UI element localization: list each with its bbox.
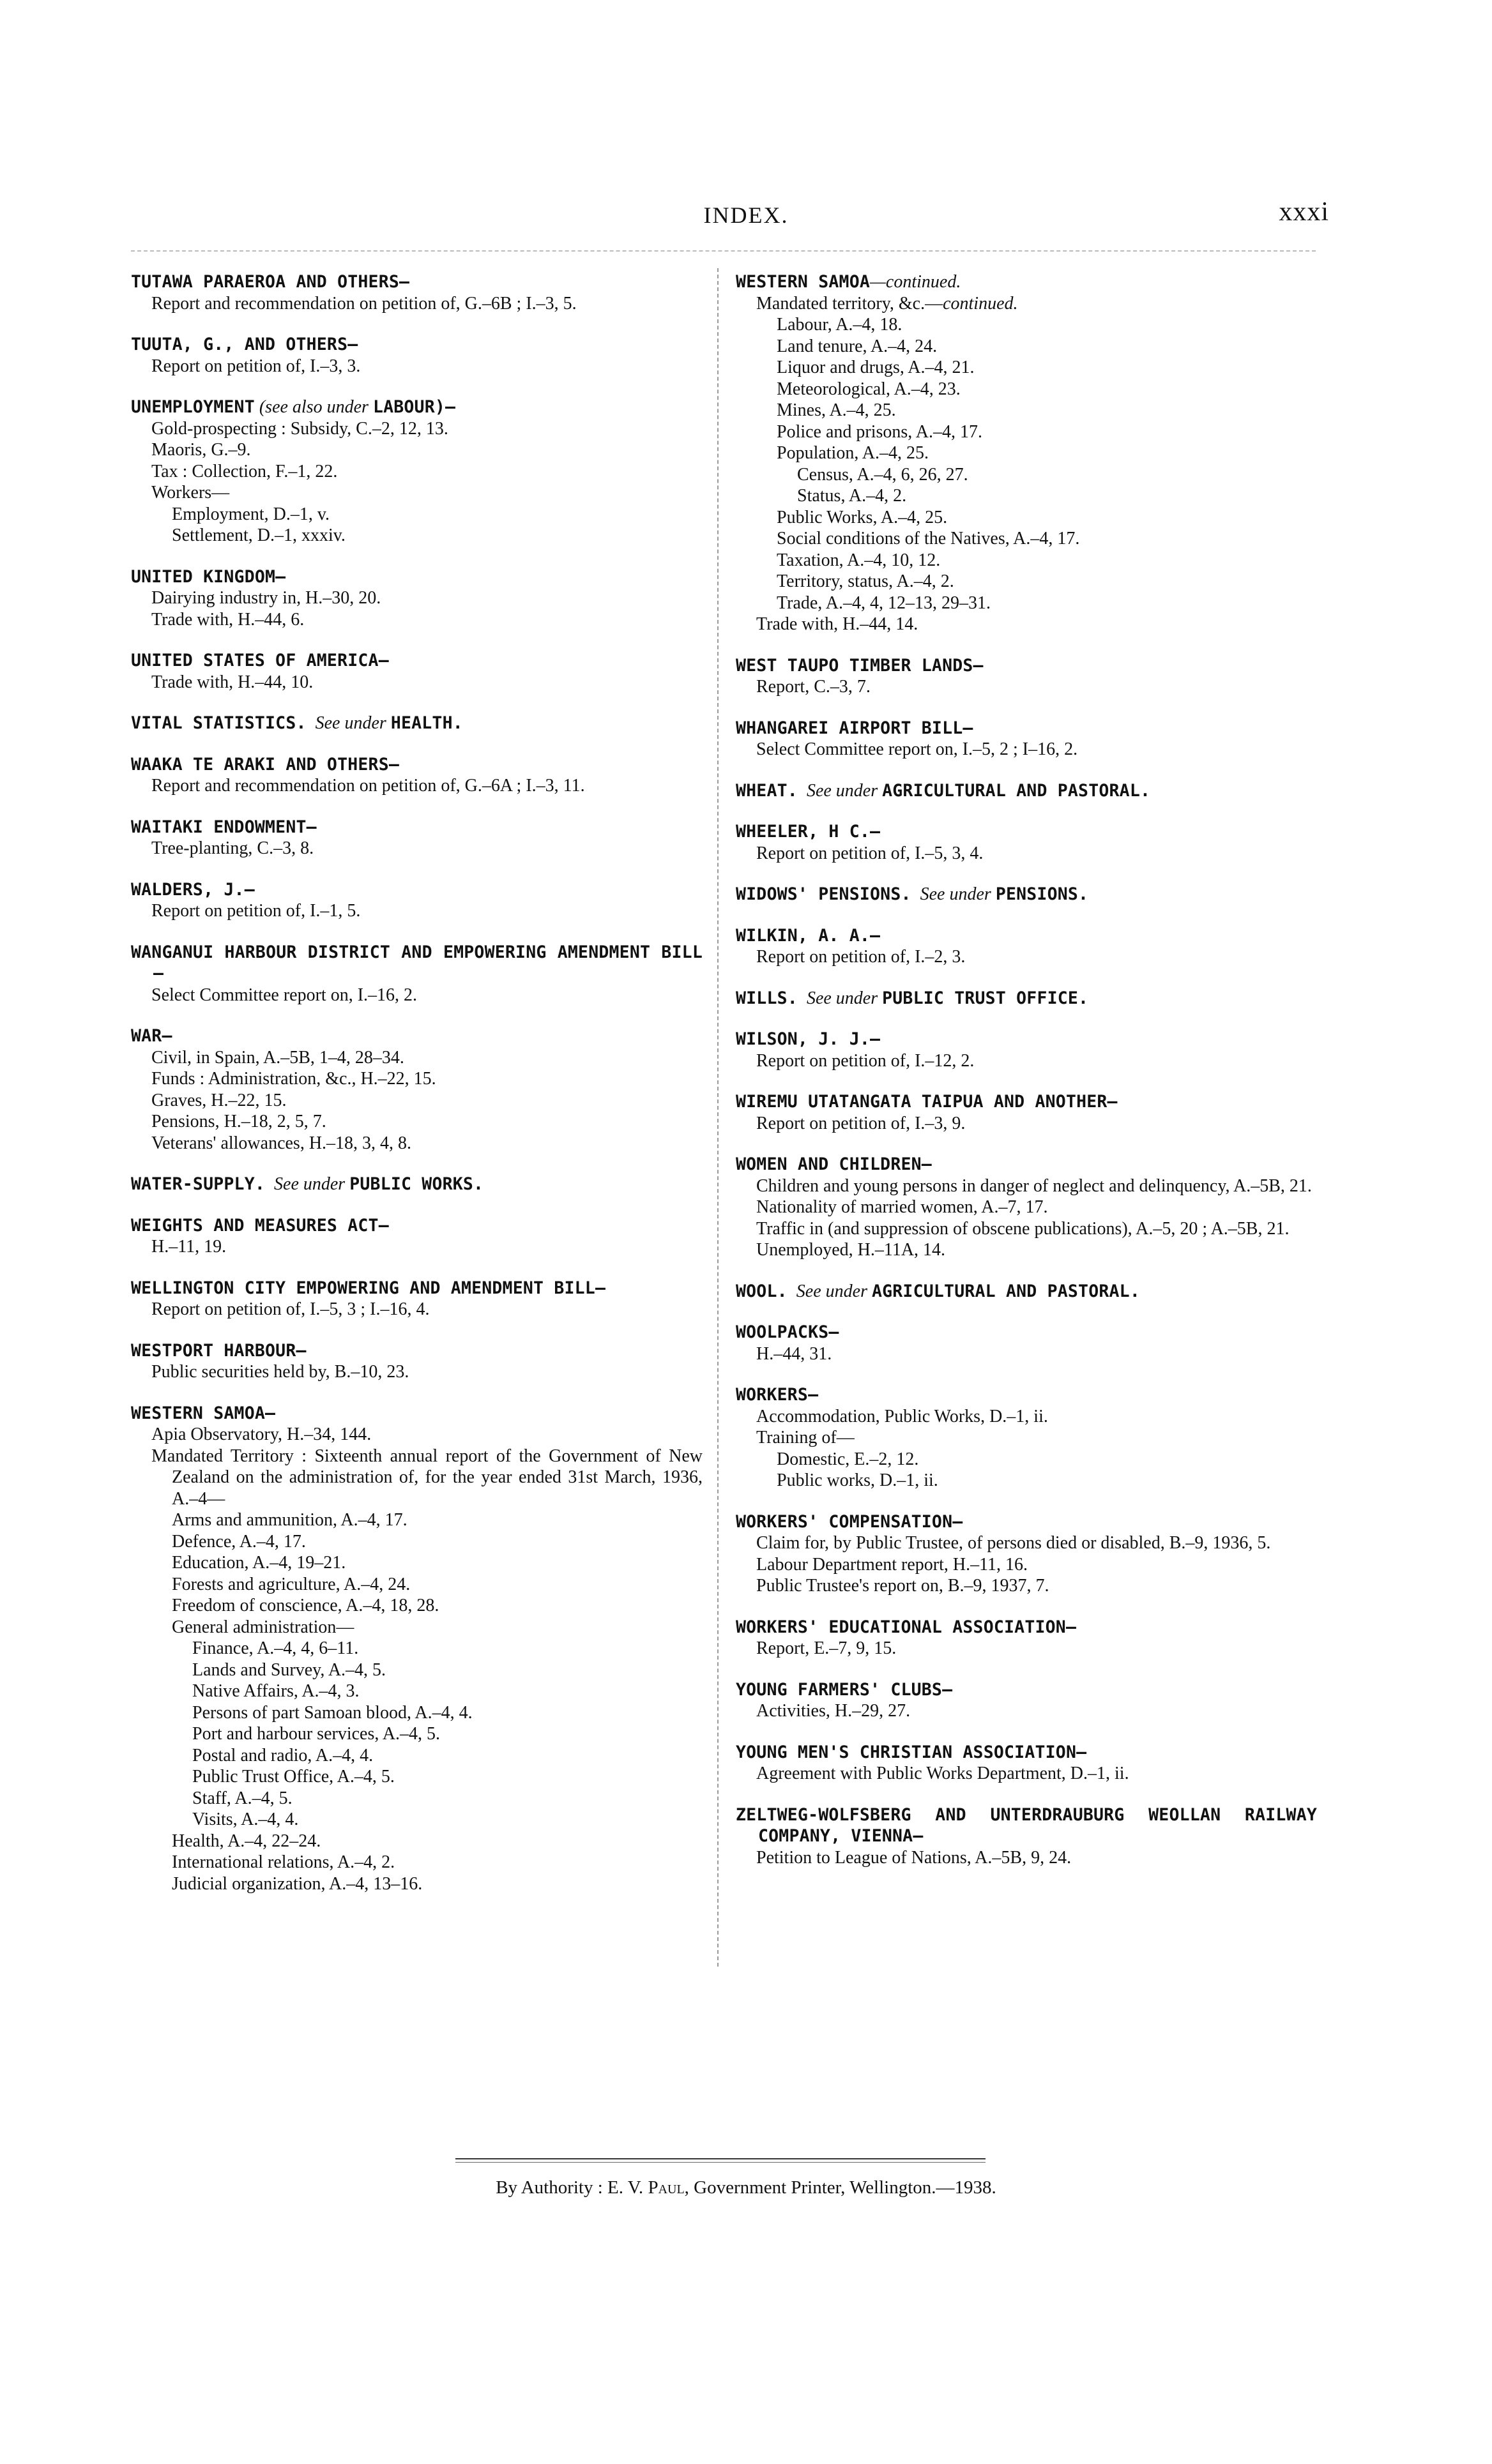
entry-line: Graves, H.–22, 15. [151,1090,287,1110]
entry-line: Report on petition of, I.–2, 3. [756,947,966,967]
index-entry [736,1322,1317,1364]
entry-heading: WHANGAREI AIRPORT BILL— [736,718,973,738]
entry-line: Report, E.–7, 9, 15. [756,1638,897,1658]
entry-line: Trade with, H.–44, 6. [151,609,305,630]
page-number: xxxi [1279,197,1329,227]
index-entry [736,718,1317,760]
index-entry [736,925,1317,968]
index-entry [736,780,1317,802]
entry-heading: UNEMPLOYMENT (see also under LABOUR)— [131,397,456,417]
entry-line: Public Trustee's report on, B.–9, 1937, 7. [756,1576,1049,1596]
page-title: INDEX. [703,202,789,228]
entry-line: Nationality of married women, A.–7, 17. [756,1197,1048,1217]
entry-line: Employment, D.–1, v. [172,504,330,524]
entry-line: Taxation, A.–4, 10, 12. [777,550,941,570]
entry-heading: WEST TAUPO TIMBER LANDS— [736,655,984,676]
index-entry [736,988,1317,1009]
entry-line: Finance, A.–4, 4, 6–11. [192,1638,359,1658]
entry-line: Apia Observatory, H.–34, 144. [151,1425,372,1444]
entry-line: Land tenure, A.–4, 24. [777,336,938,356]
entry-heading: WILLS. See under PUBLIC TRUST OFFICE. [736,988,1089,1008]
entry-line: Population, A.–4, 25. [777,443,929,463]
index-entry [736,1384,1317,1492]
header-rule [131,250,1316,252]
entry-line: Forests and agriculture, A.–4, 24. [172,1574,411,1594]
entry-heading: TUUTA, G., AND OTHERS— [131,335,358,354]
entry-line: Report on petition of, I.–5, 3 ; I.–16, 4. [151,1299,430,1319]
index-entry [736,1281,1317,1303]
entry-heading: WOMEN AND CHILDREN— [736,1154,932,1174]
index-entry [131,1340,703,1383]
index-entry [736,1804,1317,1869]
entry-heading: WILSON, J. J.— [736,1029,881,1049]
entry-line: Maoris, G.–9. [151,440,251,460]
entry-line: Report, C.–3, 7. [756,677,871,697]
entry-line: Freedom of conscience, A.–4, 18, 28. [172,1596,439,1615]
entry-heading: YOUNG FARMERS' CLUBS— [736,1679,953,1700]
index-entry [131,566,703,631]
entry-heading: WESTPORT HARBOUR— [131,1340,307,1361]
entry-heading: WESTERN SAMOA—continued. [736,272,961,292]
entry-line: Public Trust Office, A.–4, 5. [192,1767,395,1787]
entry-heading: WAITAKI ENDOWMENT— [131,817,317,837]
entry-line: Territory, status, A.–4, 2. [777,571,954,591]
entry-line: Report on petition of, I.–12, 2. [756,1050,975,1071]
index-entry [131,1025,703,1154]
entry-heading: WHEELER, H C.— [736,822,881,842]
index-entry [736,271,1317,635]
entry-heading: WEIGHTS AND MEASURES ACT— [131,1215,389,1236]
entry-line: Defence, A.–4, 17. [172,1531,306,1552]
left-column [131,271,703,1914]
entry-heading: WESTERN SAMOA— [131,1403,276,1423]
entry-heading: WORKERS' EDUCATIONAL ASSOCIATION— [736,1617,1077,1637]
entry-line: Liquor and drugs, A.–4, 21. [777,358,975,377]
index-entry [736,1742,1317,1785]
entry-line: Native Affairs, A.–4, 3. [192,1681,360,1701]
entry-heading: WOOLPACKS— [736,1322,839,1342]
footer-rule [455,2158,986,2159]
entry-line: Trade, A.–4, 4, 12–13, 29–31. [777,593,991,613]
index-entry [736,1154,1317,1261]
entry-line: Veterans' allowances, H.–18, 3, 4, 8. [151,1133,412,1153]
entry-line: General administration— [172,1617,354,1637]
entry-line: Mines, A.–4, 25. [777,400,896,420]
entry-line: Report on petition of, I.–5, 3, 4. [756,843,984,863]
entry-line: Social conditions of the Natives, A.–4, 17. [777,529,1080,548]
entry-line: Funds : Administration, &c., H.–22, 15. [151,1069,436,1089]
entry-heading: WOOL. See under AGRICULTURAL AND PASTORAL. [736,1281,1140,1301]
column-divider [717,268,719,1967]
index-entry [131,1278,703,1320]
index-entry [131,879,703,922]
entry-heading: WALDERS, J.— [131,879,255,900]
entry-heading: WATER-SUPPLY. See under PUBLIC WORKS. [131,1174,484,1194]
entry-line: Agreement with Public Works Department, D.–1, ii. [756,1764,1129,1783]
entry-line: Report and recommendation on petition of, G.–6A ; I.–3, 11. [151,776,585,796]
index-entry [131,650,703,693]
index-entry [131,1403,703,1895]
entry-line: Report on petition of, I.–3, 9. [756,1113,966,1133]
entry-line: Labour Department report, H.–11, 16. [756,1554,1028,1575]
index-entry [131,271,703,314]
printer-imprint: By Authority : E. V. Paul, Government Printer, Wellington.—1938. [496,2177,996,2198]
entry-line: Civil, in Spain, A.–5B, 1–4, 28–34. [151,1047,404,1068]
entry-line: Pensions, H.–18, 2, 5, 7. [151,1112,326,1131]
index-entry [736,1029,1317,1071]
entry-line: Staff, A.–4, 5. [192,1788,293,1808]
index-entry [736,1511,1317,1597]
entry-line: Health, A.–4, 22–24. [172,1831,321,1851]
entry-line: Public Works, A.–4, 25. [777,507,948,527]
entry-line: Mandated Territory : Sixteenth annual report of the Government of New Zealand on the administration of, for the year ended 31st March, 1936, A.–4— [151,1446,703,1509]
right-column [736,271,1317,1888]
entry-line: Domestic, E.–2, 12. [777,1449,919,1469]
entry-line: Tax : Collection, F.–1, 22. [151,461,338,481]
index-entry [131,942,703,1006]
entry-line: Persons of part Samoan blood, A.–4, 4. [192,1702,473,1723]
entry-heading: WILKIN, A. A.— [736,925,881,946]
entry-line: Meteorological, A.–4, 23. [777,379,961,399]
entry-line: Children and young persons in danger of neglect and delinquency, A.–5B, 21. [756,1175,1312,1196]
entry-line: Police and prisons, A.–4, 17. [777,421,982,442]
entry-line: Trade with, H.–44, 14. [756,614,918,634]
entry-line: Select Committee report on, I.–5, 2 ; I–16, 2. [756,739,1078,759]
index-entry [736,1679,1317,1722]
entry-line: Postal and radio, A.–4, 4. [192,1745,374,1765]
entry-heading: WHEAT. See under AGRICULTURAL AND PASTORAL. [736,780,1151,801]
entry-line: Labour, A.–4, 18. [777,315,902,335]
entry-line: Claim for, by Public Trustee, of persons died or disabled, B.–9, 1936, 5. [756,1533,1271,1553]
index-entry [131,754,703,797]
entry-line: Report on petition of, I.–3, 3. [151,356,361,376]
entry-line: Judicial organization, A.–4, 13–16. [172,1873,423,1894]
entry-line: Lands and Survey, A.–4, 5. [192,1659,386,1680]
index-entry [131,334,703,377]
entry-heading: WIDOWS' PENSIONS. See under PENSIONS. [736,884,1089,904]
entry-line: Activities, H.–29, 27. [756,1701,911,1721]
entry-line: Select Committee report on, I.–16, 2. [151,985,418,1005]
index-entry [736,884,1317,905]
entry-heading: UNITED KINGDOM— [131,566,286,587]
entry-line: Public securities held by, B.–10, 23. [151,1362,409,1382]
index-entry [736,1091,1317,1134]
entry-line: Education, A.–4, 19–21. [172,1553,346,1573]
index-entry [736,655,1317,698]
entry-heading: VITAL STATISTICS. See under HEALTH. [131,713,463,733]
entry-heading: WELLINGTON CITY EMPOWERING AND AMENDMENT BILL— [131,1278,606,1298]
entry-line: Petition to League of Nations, A.–5B, 9, 24. [756,1847,1072,1868]
index-entry [736,821,1317,864]
entry-heading: ZELTWEG-WOLFSBERG AND UNTERDRAUBURG WEOLLAN RAILWAY COMPANY, VIENNA— [736,1804,1317,1846]
entry-line: Traffic in (and suppression of obscene publications), A.–5, 20 ; A.–5B, 21. [756,1218,1290,1239]
entry-line: Public works, D.–1, ii. [777,1470,938,1490]
entry-line: International relations, A.–4, 2. [172,1852,395,1872]
entry-line: Settlement, D.–1, xxxiv. [172,525,346,545]
entry-heading: WANGANUI HARBOUR DISTRICT AND EMPOWERING AMENDMENT BILL— [131,942,703,983]
entry-line: Accommodation, Public Works, D.–1, ii. [756,1406,1048,1426]
index-entry [131,817,703,859]
entry-heading: WORKERS— [736,1385,819,1405]
entry-heading: UNITED STATES OF AMERICA— [131,651,389,670]
index-entry [131,1174,703,1195]
entry-line: Gold-prospecting : Subsidy, C.–2, 12, 13. [151,418,448,439]
entry-heading: WAR— [131,1026,172,1046]
entry-line: Census, A.–4, 6, 26, 27. [797,464,968,485]
entry-line: H.–11, 19. [151,1237,227,1257]
entry-line: Report and recommendation on petition of, G.–6B ; I.–3, 5. [151,293,577,314]
entry-heading: WAAKA TE ARAKI AND OTHERS— [131,754,400,775]
entry-line: Mandated territory, &c.—continued. [756,293,1018,314]
index-entry [131,1215,703,1258]
entry-line: H.–44, 31. [756,1343,832,1364]
entry-line: Arms and ammunition, A.–4, 17. [172,1510,407,1530]
index-entry [131,397,703,547]
index-entry [736,1617,1317,1659]
index-entry [131,713,703,734]
entry-heading: TUTAWA PARAEROA AND OTHERS— [131,272,410,292]
entry-heading: WORKERS' COMPENSATION— [736,1511,963,1532]
entry-line: Tree-planting, C.–3, 8. [151,838,314,858]
entry-line: Dairying industry in, H.–30, 20. [151,588,381,608]
entry-line: Report on petition of, I.–1, 5. [151,901,361,921]
entry-line: Port and harbour services, A.–4, 5. [192,1724,441,1744]
footer-rule-thin [455,2162,986,2163]
entry-heading: YOUNG MEN'S CHRISTIAN ASSOCIATION— [736,1742,1087,1762]
entry-line: Training of— [756,1428,855,1447]
entry-line: Trade with, H.–44, 10. [151,672,314,692]
entry-heading: WIREMU UTATANGATA TAIPUA AND ANOTHER— [736,1092,1118,1112]
entry-line: Status, A.–4, 2. [797,486,907,506]
entry-line: Workers— [151,483,230,503]
entry-line: Unemployed, H.–11A, 14. [756,1240,946,1260]
entry-line: Visits, A.–4, 4. [192,1810,299,1829]
